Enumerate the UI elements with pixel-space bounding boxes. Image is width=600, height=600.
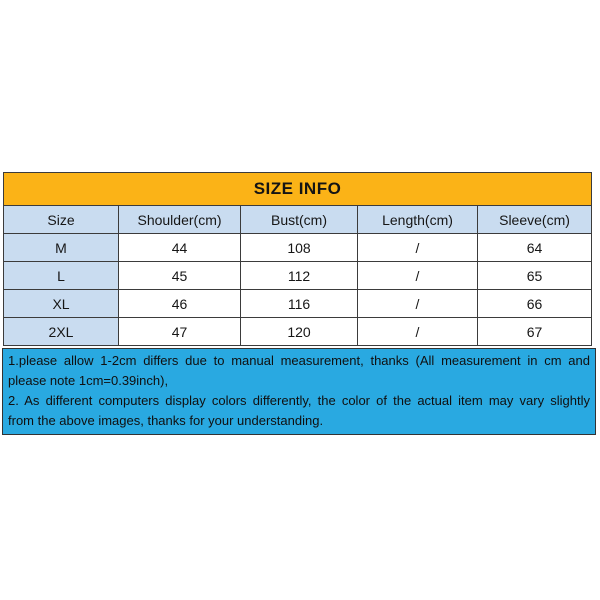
table-row-2xl (4, 318, 592, 346)
table-row-l (4, 262, 592, 290)
table-header-row (4, 206, 592, 234)
bust-cell: 112 (241, 262, 358, 290)
sleeve-cell: 65 (478, 262, 592, 290)
note-line-3: 2. As different computers display colors differently, the color of the actual item may vary slightly (8, 393, 590, 408)
size-info-title: SIZE INFO (4, 173, 592, 206)
column-header-size: Size (4, 206, 119, 234)
note-line-4: from the above images, thanks for your understanding. (8, 413, 324, 428)
size-cell: XL (4, 290, 119, 318)
shoulder-cell: 44 (119, 234, 241, 262)
table-row-m (4, 234, 592, 262)
length-cell: / (358, 234, 478, 262)
column-header-shoulder: Shoulder(cm) (119, 206, 241, 234)
length-cell: / (358, 262, 478, 290)
bust-cell: 108 (241, 234, 358, 262)
measurement-notes (2, 348, 596, 435)
shoulder-cell: 47 (119, 318, 241, 346)
length-cell: / (358, 290, 478, 318)
note-line-1: 1.please allow 1-2cm differs due to manual measurement, thanks (All measurement in cm and (8, 353, 590, 368)
sleeve-cell: 66 (478, 290, 592, 318)
sleeve-cell: 67 (478, 318, 592, 346)
shoulder-cell: 45 (119, 262, 241, 290)
column-header-sleeve: Sleeve(cm) (478, 206, 592, 234)
column-header-bust: Bust(cm) (241, 206, 358, 234)
size-cell: 2XL (4, 318, 119, 346)
table-title-row (4, 173, 592, 206)
bust-cell: 116 (241, 290, 358, 318)
length-cell: / (358, 318, 478, 346)
shoulder-cell: 46 (119, 290, 241, 318)
table-row-xl (4, 290, 592, 318)
bust-cell: 120 (241, 318, 358, 346)
sleeve-cell: 64 (478, 234, 592, 262)
column-header-length: Length(cm) (358, 206, 478, 234)
size-cell: L (4, 262, 119, 290)
note-line-2: please note 1cm=0.39inch), (8, 373, 169, 388)
size-info-table (3, 172, 592, 346)
size-cell: M (4, 234, 119, 262)
